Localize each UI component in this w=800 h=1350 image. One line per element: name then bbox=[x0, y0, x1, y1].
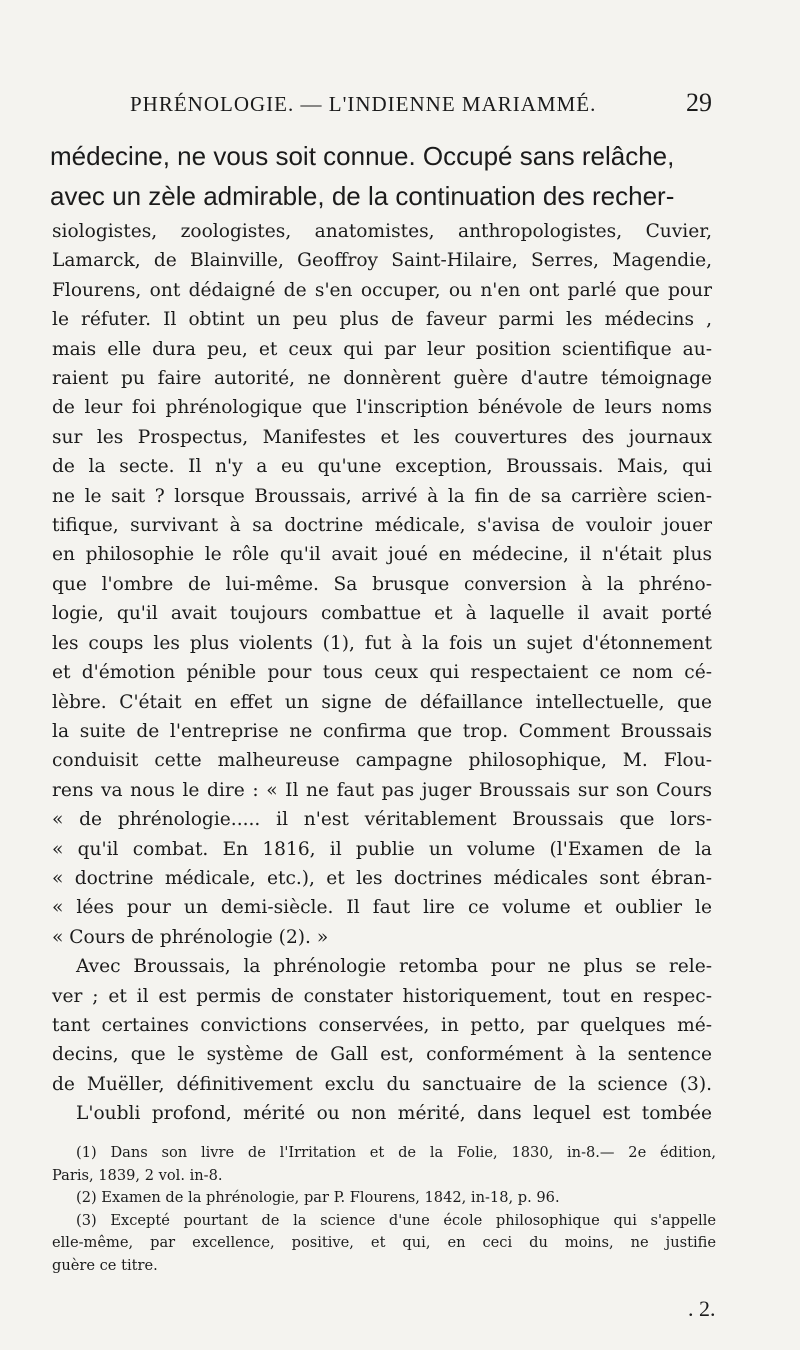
text-line: Avec Broussais, la phrénologie retomba pour ne plus se rele- bbox=[76, 956, 712, 978]
text-line: les coups les plus violents (1), fut à la fois un sujet d'étonnement bbox=[52, 632, 712, 654]
text-line: « lées pour un demi-siècle. Il faut lire ce volume et oublier le bbox=[52, 897, 712, 919]
footnote-line: (3) Excepté pourtant de la science d'une école philosophique qui s'appelle bbox=[76, 1211, 716, 1229]
large-text-block bbox=[50, 136, 710, 216]
text-line: lèbre. C'était en effet un signe de défaillance intellectuelle, que bbox=[52, 691, 712, 713]
text-line: Flourens, ont dédaigné de s'en occuper, ou n'en ont parlé que pour bbox=[52, 279, 712, 301]
text-line: raient pu faire autorité, ne donnèrent guère d'autre témoignage bbox=[52, 368, 712, 390]
text-line: rens va nous le dire : « Il ne faut pas juger Broussais sur son Cours bbox=[52, 779, 712, 801]
text-line: médecine, ne vous soit connue. Occupé sans relâche, bbox=[50, 141, 675, 171]
text-line: « Cours de phrénologie (2). » bbox=[52, 926, 329, 948]
text-line: et d'émotion pénible pour tous ceux qui respectaient ce nom cé- bbox=[52, 662, 712, 684]
text-line: L'oubli profond, mérité ou non mérité, dans lequel est tombée bbox=[76, 1103, 712, 1125]
text-line: de la secte. Il n'y a eu qu'une exception, Broussais. Mais, qui bbox=[52, 456, 712, 478]
text-line: siologistes, zoologistes, anatomistes, anthropologistes, Cuvier, bbox=[52, 221, 712, 242]
text-line: mais elle dura peu, et ceux qui par leur position scientifique au- bbox=[52, 338, 712, 360]
text-line: « de phrénologie..... il n'est véritablement Broussais que lors- bbox=[52, 809, 712, 831]
footnote-line: (1) Dans son livre de l'Irritation et de la Folie, 1830, in-8.— 2e édition, bbox=[76, 1144, 716, 1161]
text-line: de leur foi phrénologique que l'inscription bénévole de leurs noms bbox=[52, 397, 712, 419]
text-line: avec un zèle admirable, de la continuation des recher- bbox=[50, 181, 675, 211]
text-line: logie, qu'il avait toujours combattue et à laquelle il avait porté bbox=[52, 603, 712, 625]
text-line: « doctrine médicale, etc.), et les doctrines médicales sont ébran- bbox=[52, 867, 712, 889]
text-line: sur les Prospectus, Manifestes et les couvertures des journaux bbox=[52, 426, 712, 448]
footnote-line: guère ce titre. bbox=[52, 1256, 158, 1274]
footnote-line: elle-même, par excellence, positive, et qui, en ceci du moins, ne justifie bbox=[52, 1234, 716, 1252]
text-line: le réfuter. Il obtint un peu plus de faveur parmi les médecins , bbox=[52, 309, 712, 331]
text-line: la suite de l'entreprise ne confirma que trop. Comment Broussais bbox=[52, 720, 712, 742]
text-line: que l'ombre de lui-même. Sa brusque conversion à la phréno- bbox=[52, 573, 712, 595]
footnote-line: Paris, 1839, 2 vol. in-8. bbox=[52, 1166, 223, 1184]
signature-mark: . 2. bbox=[688, 1296, 716, 1321]
text-line: en philosophie le rôle qu'il avait joué en médecine, il n'était plus bbox=[52, 544, 712, 566]
page-number: 29 bbox=[686, 88, 712, 117]
text-line: decins, que le système de Gall est, conformément à la sentence bbox=[52, 1044, 712, 1066]
running-title: PHRÉNOLOGIE. — L'INDIENNE MARIAMMÉ. bbox=[130, 92, 597, 116]
body-text bbox=[52, 217, 712, 1129]
text-line: de Muëller, définitivement exclu du sanctuaire de la science (3). bbox=[52, 1073, 712, 1095]
text-line: ne le sait ? lorsque Broussais, arrivé à la fin de sa carrière scien- bbox=[52, 485, 712, 507]
text-line: conduisit cette malheureuse campagne philosophique, M. Flou- bbox=[52, 750, 712, 772]
text-line: tifique, survivant à sa doctrine médicale, s'avisa de vouloir jouer bbox=[52, 515, 712, 537]
footnote-line: (2) Examen de la phrénologie, par P. Flourens, 1842, in-18, p. 96. bbox=[76, 1189, 560, 1207]
text-line: « qu'il combat. En 1816, il publie un volume (l'Examen de la bbox=[52, 838, 712, 860]
text-line: ver ; et il est permis de constater historiquement, tout en respec- bbox=[52, 985, 712, 1007]
footnotes bbox=[52, 1142, 716, 1278]
text-line: Lamarck, de Blainville, Geoffroy Saint-Hilaire, Serres, Magendie, bbox=[52, 250, 712, 272]
page-header bbox=[130, 88, 720, 122]
text-line: tant certaines convictions conservées, in petto, par quelques mé- bbox=[52, 1014, 712, 1036]
